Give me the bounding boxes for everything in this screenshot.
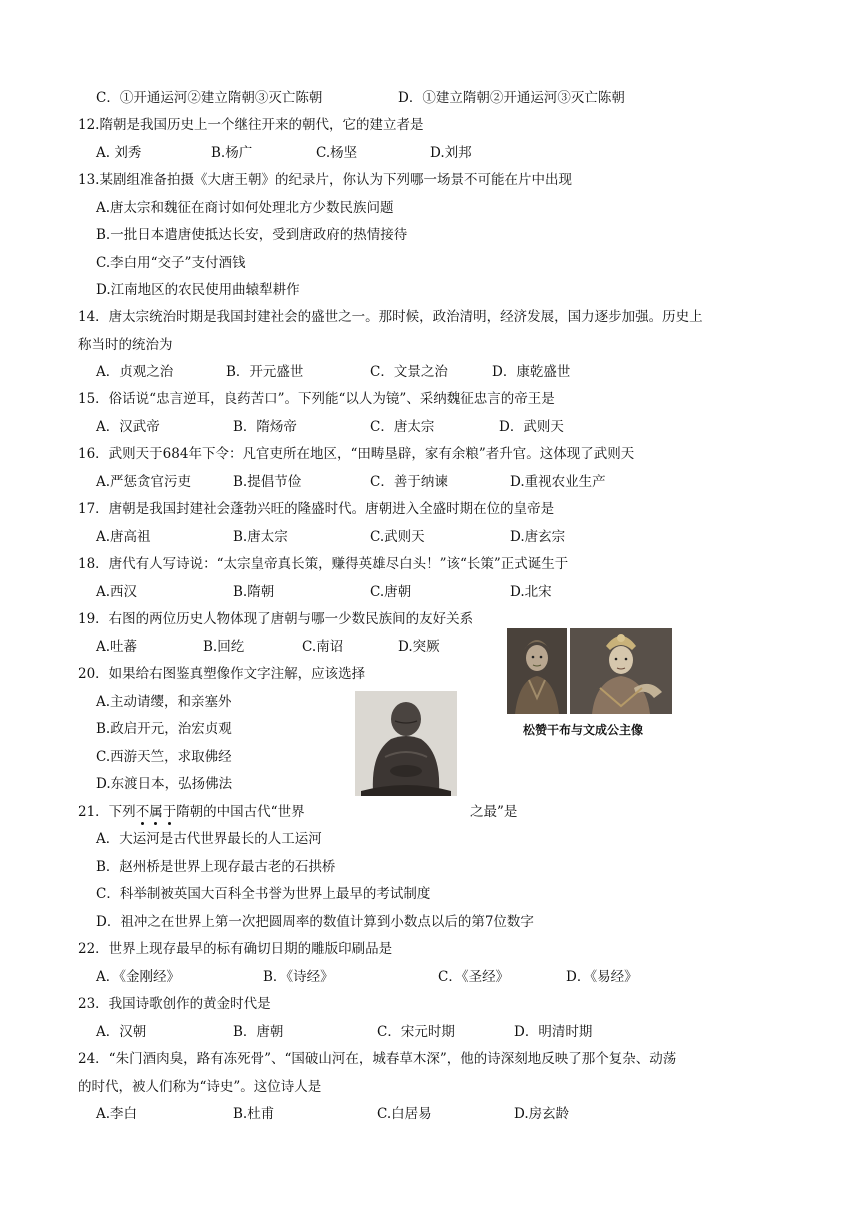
q13-option-d: D.江南地区的农民使用曲辕犁耕作 [96,282,300,298]
q21-option-a: A．大运河是古代世界最长的人工运河 [96,831,322,847]
emphasis-dot-char: 于 [162,804,177,820]
q20-option-a: A.主动请缨，和亲塞外 [96,694,232,710]
q13-stem: 13.某剧组准备拍摄《大唐王朝》的纪录片，你认为下列哪一场景不可能在片中出现 [78,172,572,188]
q21-stem: 21．下列不属于隋朝的中国古代“世界 [78,804,305,820]
q17-option-d: D.唐玄宗 [510,529,566,545]
q18-stem: 18．唐代有人写诗说：“太宗皇帝真长策，赚得英雄尽白头！”该“长策”正式诞生于 [78,556,569,572]
q18-option-c: C.唐朝 [370,584,412,600]
q12-option-a: A. 刘秀 [96,145,142,161]
q15-option-a: A．汉武帝 [96,419,160,435]
q14-stem-line2: 称当时的统治为 [78,337,173,353]
q20-option-b: B.政启开元，治宏贞观 [96,721,232,737]
q11-option-c: C．①开通运河②建立隋朝③灭亡陈朝 [96,90,323,106]
q19-option-a: A.吐蕃 [96,639,138,655]
q12-option-c: C.杨坚 [316,145,358,161]
q21-stem-end: 之最”是 [470,804,518,820]
q13-option-b: B.一批日本遣唐使抵达长安，受到唐政府的热情接待 [96,227,408,243]
q14-option-d: D．康乾盛世 [492,364,571,380]
q21-option-b: B．赵州桥是世界上现存最古老的石拱桥 [96,859,336,875]
q21-option-d: D．祖冲之在世界上第一次把圆周率的数值计算到小数点以后的第7位数字 [96,914,534,930]
q23-stem: 23．我国诗歌创作的黄金时代是 [78,996,271,1012]
q16-option-c: C．善于纳谏 [370,474,448,490]
q14-stem-line1: 14．唐太宗统治时期是我国封建社会的盛世之一。那时候，政治清明，经济发展，国力逐步加强。历史上 [78,309,703,325]
princess-wencheng-image [570,628,672,714]
emphasis-dot-char: 属 [149,804,163,820]
q23-option-d: D．明清时期 [514,1024,593,1040]
q19-option-d: D.突厥 [398,639,440,655]
q24-option-b: B.杜甫 [233,1106,275,1122]
q22-option-d: D．《易经》 [566,969,638,985]
jianzhen-statue-image [355,691,457,796]
q24-option-a: A.李白 [96,1106,138,1122]
q20-stem: 20．如果给右图鉴真塑像作文字注解，应该选择 [78,666,366,682]
q20-option-c: C.西游天竺，求取佛经 [96,749,232,765]
q24-stem-line1: 24．“朱门酒肉臭，路有冻死骨”、“国破山河在，城春草木深”，他的诗深刻地反映了那个复杂、动荡 [78,1051,677,1067]
q24-option-d: D.房玄龄 [514,1106,570,1122]
q12-stem: 12.隋朝是我国历史上一个继往开来的朝代，它的建立者是 [78,117,424,133]
q22-option-a: A．《金刚经》 [96,969,180,985]
q12-option-b: B.杨广 [211,145,253,161]
q16-option-a: A.严惩贪官污吏 [96,474,192,490]
q19-image-caption: 松赞干布与文成公主像 [523,723,644,737]
q21-option-c: C．科举制被英国大百科全书誉为世界上最早的考试制度 [96,886,431,902]
q14-option-b: B．开元盛世 [226,364,304,380]
q18-option-d: D.北宋 [510,584,552,600]
q22-option-b: B．《诗经》 [263,969,334,985]
q14-option-a: A．贞观之治 [96,364,174,380]
q19-stem: 19．右图的两位历史人物体现了唐朝与哪一少数民族间的友好关系 [78,611,474,627]
q17-option-b: B.唐太宗 [233,529,288,545]
q16-option-d: D.重视农业生产 [510,474,606,490]
q23-option-b: B．唐朝 [233,1024,284,1040]
q19-option-c: C.南诏 [302,639,344,655]
q15-stem: 15．俗话说“忠言逆耳，良药苦口”。下列能“以人为镜”、采纳魏征忠言的帝王是 [78,391,555,407]
q18-option-b: B.隋朝 [233,584,275,600]
emphasis-dot-char: 不 [135,804,150,820]
q18-option-a: A.西汉 [96,584,138,600]
q12-option-d: D.刘邦 [430,145,472,161]
q17-option-a: A.唐高祖 [96,529,151,545]
q22-stem: 22．世界上现存最早的标有确切日期的雕版印刷品是 [78,941,393,957]
q15-option-c: C．唐太宗 [370,419,435,435]
q13-option-c: C.李白用“交子”支付酒钱 [96,255,246,271]
q17-option-c: C.武则天 [370,529,425,545]
songtsen-gampo-image [507,628,567,714]
q14-option-c: C．文景之治 [370,364,448,380]
q24-option-c: C.白居易 [377,1106,432,1122]
q20-option-d: D.东渡日本，弘扬佛法 [96,776,233,792]
q15-option-d: D．武则天 [499,419,564,435]
q16-option-b: B.提倡节俭 [233,474,302,490]
q23-option-c: C．宋元时期 [377,1024,455,1040]
q13-option-a: A.唐太宗和魏征在商讨如何处理北方少数民族问题 [96,200,394,216]
q22-option-c: C．《圣经》 [438,969,510,985]
q23-option-a: A．汉朝 [96,1024,147,1040]
q24-stem-line2: 的时代，被人们称为“诗史”。这位诗人是 [78,1079,322,1095]
q11-option-d: D．①建立隋朝②开通运河③灭亡陈朝 [398,90,625,106]
q17-stem: 17．唐朝是我国封建社会蓬勃兴旺的隆盛时代。唐朝进入全盛时期在位的皇帝是 [78,501,555,517]
q15-option-b: B．隋炀帝 [233,419,297,435]
q16-stem: 16．武则天于684年下令：凡官吏所在地区，“田畴垦辟，家有余粮”者升官。这体现了武则天 [78,446,635,462]
q19-option-b: B.回纥 [203,639,245,655]
